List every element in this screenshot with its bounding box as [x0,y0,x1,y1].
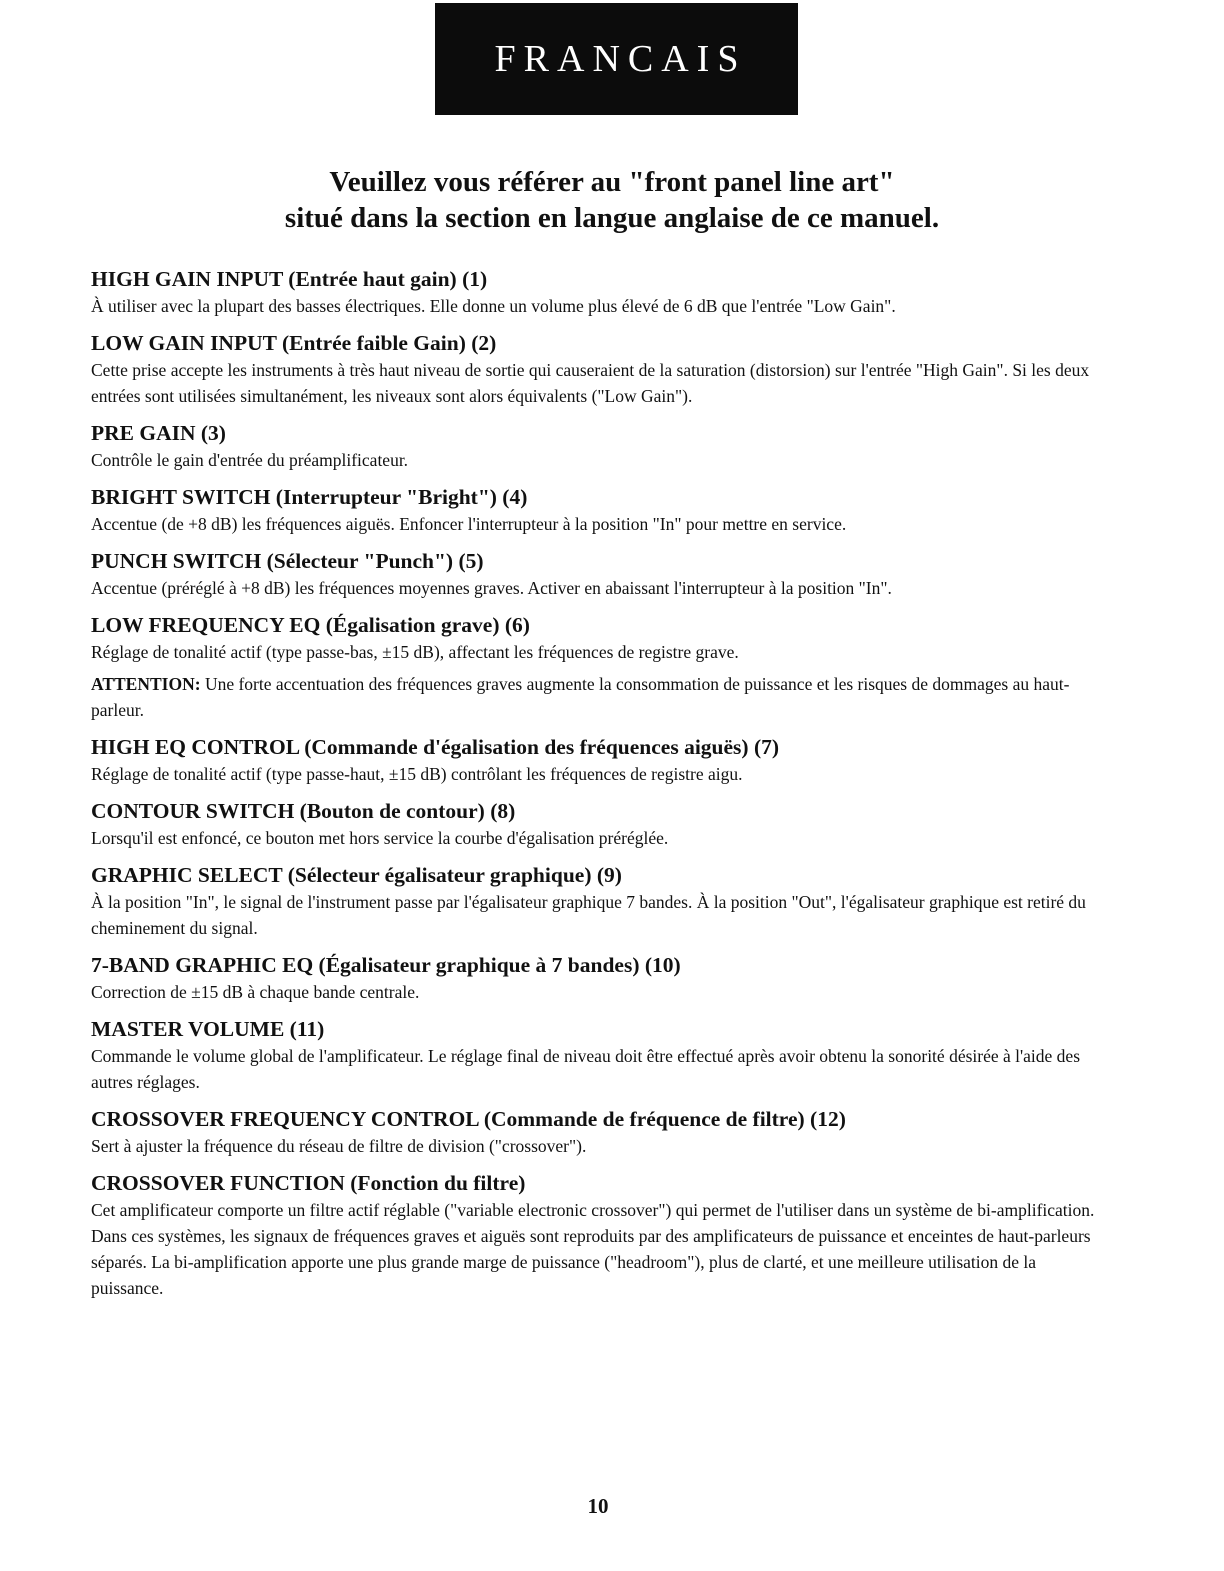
section-heading: MASTER VOLUME (11) [91,1017,325,1041]
page-subtitle [0,164,1224,236]
section-text: Accentue (préréglé à +8 dB) les fréquences moyennes graves. Activer en abaissant l'interrupteur à la position "In". [91,578,892,598]
section-crossover-frequency-control [91,1105,1111,1159]
section-heading: HIGH GAIN INPUT (Entrée haut gain) (1) [91,267,488,291]
section-heading: PRE GAIN (3) [91,421,226,445]
section-master-volume [91,1015,1111,1095]
banner-title: FRANCAIS [494,38,747,80]
section-text: Correction de ±15 dB à chaque bande centrale. [91,982,420,1002]
section-low-frequency-eq [91,611,1111,723]
section-contour-switch [91,797,1111,851]
section-heading: BRIGHT SWITCH (Interrupteur "Bright") (4) [91,485,528,509]
section-heading: 7-BAND GRAPHIC EQ (Égalisateur graphique à 7 bandes) (10) [91,953,681,977]
section-text: Accentue (de +8 dB) les fréquences aiguës. Enfoncer l'interrupteur à la position "In" pour mettre en service. [91,514,847,534]
section-crossover-function [91,1169,1111,1301]
section-text: À utiliser avec la plupart des basses électriques. Elle donne un volume plus élevé de 6 dB que l'entrée "Low Gain". [91,296,896,316]
attention-label: ATTENTION: [91,674,201,694]
section-text: Lorsqu'il est enfoncé, ce bouton met hors service la courbe d'égalisation préréglée. [91,828,669,848]
section-heading: LOW GAIN INPUT (Entrée faible Gain) (2) [91,331,497,355]
section-high-gain-input [91,265,1111,319]
section-heading: CROSSOVER FREQUENCY CONTROL (Commande de fréquence de filtre) (12) [91,1107,846,1131]
section-heading: PUNCH SWITCH (Sélecteur "Punch") (5) [91,549,484,573]
page-number: 10 [587,1494,609,1518]
attention-text: Une forte accentuation des fréquences graves augmente la consommation de puissance et les risques de dommages au haut-parleur. [91,674,1070,720]
section-heading: LOW FREQUENCY EQ (Égalisation grave) (6) [91,613,530,637]
section-text: Sert à ajuster la fréquence du réseau de filtre de division ("crossover"). [91,1136,587,1156]
section-low-gain-input [91,329,1111,409]
section-high-eq-control [91,733,1111,787]
section-pre-gain [91,419,1111,473]
section-text: Commande le volume global de l'amplificateur. Le réglage final de niveau doit être effectué après avoir obtenu la sonorité désirée à l'aide des autres réglages. [91,1046,1080,1092]
section-heading: GRAPHIC SELECT (Sélecteur égalisateur graphique) (9) [91,863,622,887]
section-graphic-select [91,861,1111,941]
controls-description-list [91,265,1111,1311]
section-heading: CROSSOVER FUNCTION (Fonction du filtre) [91,1171,526,1195]
section-text: À la position "In", le signal de l'instrument passe par l'égalisateur graphique 7 bandes. À la position "Out", l'égalisateur graphique est retiré du cheminement du signal. [91,892,1086,938]
subtitle-line-1: Veuillez vous référer au "front panel line art" [329,166,895,198]
section-heading: HIGH EQ CONTROL (Commande d'égalisation des fréquences aiguës) (7) [91,735,780,759]
section-punch-switch [91,547,1111,601]
section-text: Réglage de tonalité actif (type passe-haut, ±15 dB) contrôlant les fréquences de registre aigu. [91,764,743,784]
section-text: Contrôle le gain d'entrée du préamplificateur. [91,450,409,470]
section-bright-switch [91,483,1111,537]
section-text: Réglage de tonalité actif (type passe-bas, ±15 dB), affectant les fréquences de registre grave. [91,642,739,662]
section-7-band-graphic-eq [91,951,1111,1005]
subtitle-line-2: situé dans la section en langue anglaise de ce manuel. [284,202,940,234]
language-banner [435,3,798,115]
section-text: Cette prise accepte les instruments à très haut niveau de sortie qui causeraient de la saturation (distorsion) sur l'entrée "High Gain". Si les deux entrées sont utilisées simultanément, les niveaux sont alors équivalents ("Low Gain"). [91,360,1090,406]
section-text: Cet amplificateur comporte un filtre actif réglable ("variable electronic crossover") qui permet de l'utiliser dans un système de bi-amplification. Dans ces systèmes, les signaux de fréquences graves et aiguës sont reproduits par des amplificateurs de puissance et enceintes de haut-parleurs séparés. La bi-amplification apporte une plus grande marge de puissance ("headroom"), plus de clarté, et une meilleure utilisation de la puissance. [91,1200,1095,1298]
section-heading: CONTOUR SWITCH (Bouton de contour) (8) [91,799,516,823]
attention-note [91,671,1111,723]
